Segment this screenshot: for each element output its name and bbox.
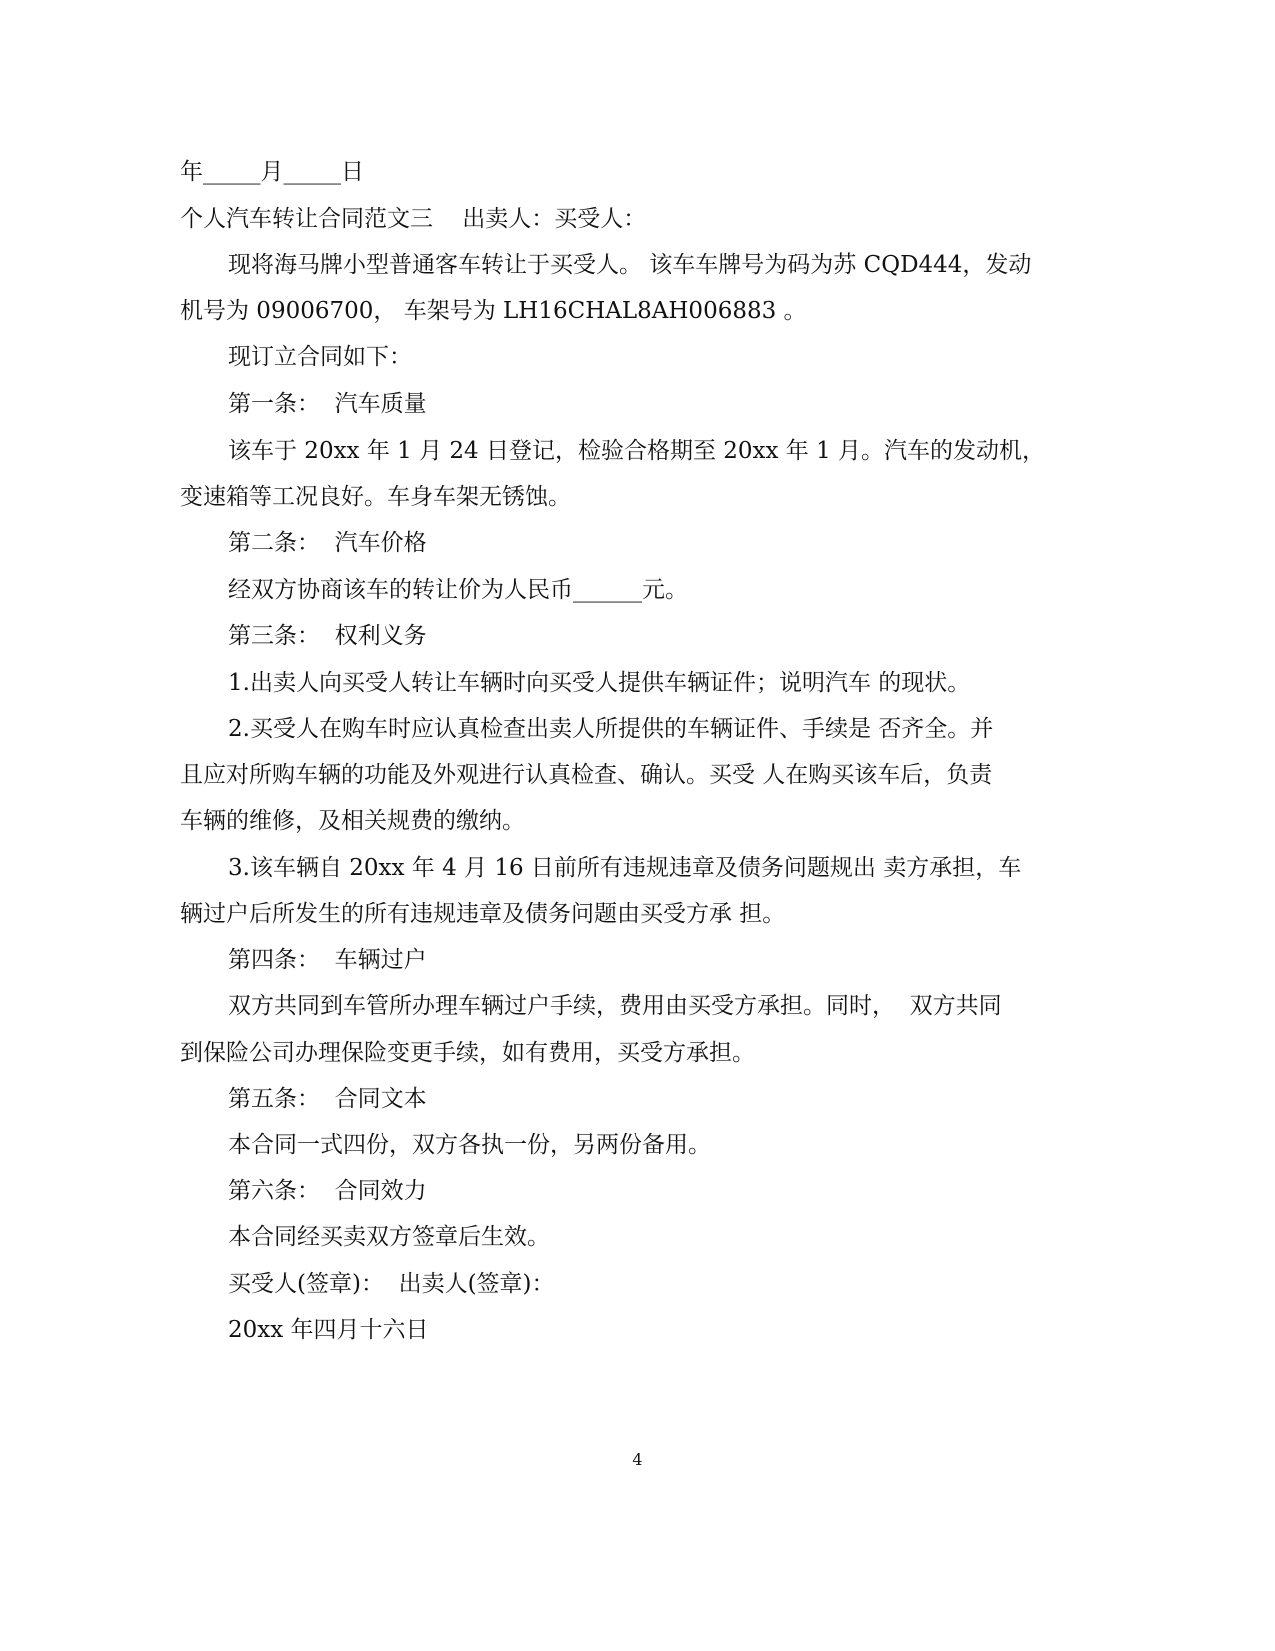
article-1-heading: 第一条： 汽车质量 <box>228 391 427 417</box>
article-4-text-line: 到保险公司办理保险变更手续，如有费用，买受方承担。 <box>180 1040 755 1066</box>
article-4-text-line: 双方共同到车管所办理车辆过户手续，费用由买受方承担。同时， 双方共同 <box>228 993 1002 1019</box>
article-1-text-line: 该车于 20xx 年 1 月 24 日登记，检验合格期至 20xx 年 1 月。汽车的发动机， <box>228 438 1046 464</box>
article-3-text-line: 1.出卖人向买受人转让车辆时向买受人提供车辆证件；说明汽车 的现状。 <box>228 670 971 696</box>
article-6-heading: 第六条： 合同效力 <box>228 1178 427 1204</box>
agreement-intro: 现订立合同如下： <box>228 344 412 370</box>
date-blank-line: 年_____月_____日 <box>180 159 364 185</box>
article-2-heading: 第二条： 汽车价格 <box>228 530 427 556</box>
article-4-heading: 第四条： 车辆过户 <box>228 947 427 973</box>
article-1-text-line: 变速箱等工况良好。车身车架无锈蚀。 <box>180 484 571 510</box>
article-5-text-line: 本合同一式四份，双方各执一份，另两份备用。 <box>228 1132 711 1158</box>
page-number: 4 <box>632 1450 643 1469</box>
article-3-text-line: 且应对所购车辆的功能及外观进行认真检查、确认。买受 人在购买该车后，负责 <box>180 762 993 788</box>
intro-paragraph-line: 现将海马牌小型普通客车转让于买受人。 该车车牌号为码为苏 CQD444，发动 <box>228 252 1032 278</box>
article-6-text-line: 本合同经买卖双方签章后生效。 <box>228 1224 550 1250</box>
article-3-heading: 第三条： 权利义务 <box>228 623 427 649</box>
article-3-text-line: 3.该车辆自 20xx 年 4 月 16 日前所有违规违章及债务问题规出 卖方承担，车 <box>228 855 1022 881</box>
signing-date: 20xx 年四月十六日 <box>228 1317 429 1343</box>
signature-line: 买受人(签章)： 出卖人(签章)： <box>228 1271 555 1297</box>
intro-paragraph-line: 机号为 09006700， 车架号为 LH16CHAL8AH006883 。 <box>180 298 807 324</box>
article-3-text-line: 辆过户后所发生的所有违规违章及债务问题由买受方承 担。 <box>180 901 786 927</box>
article-3-text-line: 2.买受人在购车时应认真检查出卖人所提供的车辆证件、手续是 否齐全。并 <box>228 716 994 742</box>
document-title: 个人汽车转让合同范文三 出卖人：买受人： <box>180 206 647 232</box>
article-3-text-line: 车辆的维修，及相关规费的缴纳。 <box>180 808 525 834</box>
article-2-text-line: 经双方协商该车的转让价为人民币______元。 <box>228 577 688 603</box>
article-5-heading: 第五条： 合同文本 <box>228 1086 427 1112</box>
